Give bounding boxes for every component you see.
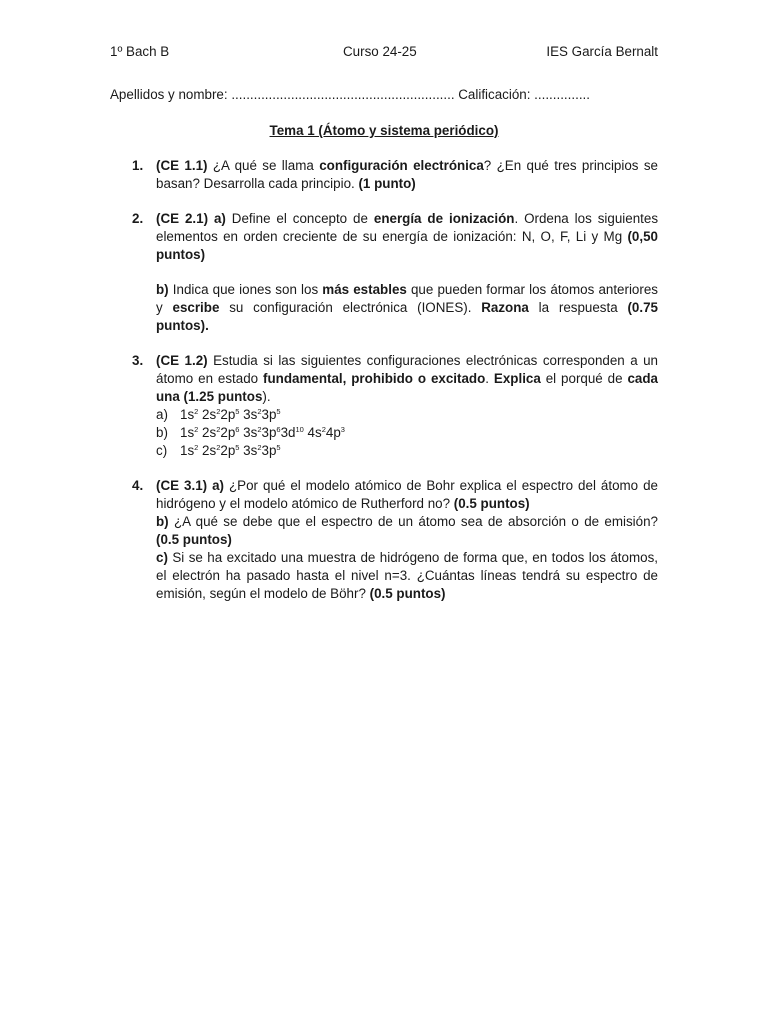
superscript: 6 <box>276 425 281 434</box>
text-run: 1s <box>180 443 195 458</box>
text-run: 3s <box>239 443 258 458</box>
question-4-part-a <box>156 477 658 513</box>
question-3-text <box>156 352 658 406</box>
text-run: la respuesta <box>528 300 628 315</box>
header-course: Curso 24-25 <box>343 44 417 59</box>
text-run: 4p <box>325 425 341 440</box>
text-run: 2p <box>220 425 236 440</box>
superscript: 5 <box>276 443 281 452</box>
bold-text: Razona <box>481 300 529 315</box>
question-number: 3. <box>132 353 144 368</box>
text-run: 2s <box>198 407 217 422</box>
superscript: 2 <box>257 443 262 452</box>
header-school: IES García Bernalt <box>546 44 658 59</box>
text-run: 2p <box>220 407 236 422</box>
text-run: 1s <box>180 407 195 422</box>
superscript: 2 <box>216 407 221 416</box>
text-run: ). <box>262 389 271 404</box>
text-run: ¿A qué se debe que el espectro de un átomo sea de absorción o de emisión? <box>168 514 658 529</box>
superscript: 5 <box>276 407 281 416</box>
superscript: 2 <box>257 407 262 416</box>
text-run: su configuración electrónica (IONES). <box>219 300 482 315</box>
superscript: 2 <box>194 407 199 416</box>
option-label: b) <box>156 425 168 440</box>
option-configuration <box>180 442 281 460</box>
bold-text: escribe <box>172 300 220 315</box>
bold-text: c) <box>156 550 168 565</box>
text-run: 3p <box>261 407 277 422</box>
superscript: 2 <box>194 443 199 452</box>
question-number: 4. <box>132 478 144 493</box>
option-configuration <box>180 406 281 424</box>
superscript: 2 <box>194 425 199 434</box>
option-c <box>156 442 658 460</box>
bold-text: (CE 3.1) a) <box>156 478 225 493</box>
superscript: 3 <box>340 425 345 434</box>
text-run: . Ordena los siguientes elementos en orden creciente de su energía de ionización: N, O, F, Li y Mg <box>156 211 659 244</box>
bold-text: b) <box>156 282 169 297</box>
option-a <box>156 406 658 424</box>
superscript: 6 <box>235 425 240 434</box>
superscript: 5 <box>235 407 240 416</box>
bold-text: fundamental, prohibido o excitado <box>263 371 486 386</box>
superscript: 2 <box>257 425 262 434</box>
bold-text: configuración electrónica <box>319 158 484 173</box>
student-name-line: Apellidos y nombre: ............................................................ Calificación: ............... <box>110 87 590 102</box>
bold-text: (CE 1.1) <box>156 158 208 173</box>
text-run: 3p <box>261 425 277 440</box>
text-run: que pueden formar los átomos anteriores y <box>156 282 658 315</box>
superscript: 2 <box>321 425 326 434</box>
bold-text: b) <box>156 514 169 529</box>
bold-text: Explica <box>493 371 541 386</box>
text-run: 2s <box>198 443 217 458</box>
question-number: 2. <box>132 211 144 226</box>
question-1 <box>110 157 658 193</box>
text-run: 3d <box>280 425 296 440</box>
header-class: 1º Bach B <box>110 44 170 59</box>
superscript: 5 <box>235 443 240 452</box>
text-run: 2s <box>198 425 217 440</box>
text-run: . <box>485 371 494 386</box>
option-configuration <box>180 424 345 442</box>
option-label: c) <box>156 443 168 458</box>
question-2 <box>110 210 658 335</box>
question-2-part-a <box>156 210 658 264</box>
text-run: Define el concepto de <box>225 211 374 226</box>
text-run: 3s <box>239 425 258 440</box>
text-run: 3p <box>261 443 277 458</box>
text-run: Si se ha excitado una muestra de hidrógeno de forma que, en todos los átomos, el electrón ha pasado hasta el nivel n=3. ¿Cuántas líneas tendrá su espectro de emisión, según el modelo de Böhr? <box>156 550 658 601</box>
text-run: 3s <box>239 407 258 422</box>
question-number: 1. <box>132 158 144 173</box>
question-2-part-b <box>156 281 658 335</box>
question-4 <box>110 477 658 603</box>
text-run: el porqué de <box>540 371 628 386</box>
bold-text: cada una (1.25 puntos <box>156 371 658 404</box>
exam-page <box>110 43 658 603</box>
text-run: ? ¿En qué tres principios se basan? Desarrolla cada principio. <box>156 158 658 191</box>
text-run: 4s <box>303 425 322 440</box>
question-1-text <box>156 157 658 193</box>
superscript: 2 <box>216 443 221 452</box>
bold-text: (0.5 puntos) <box>156 532 232 547</box>
option-label: a) <box>156 407 168 422</box>
text-run: ¿Por qué el modelo atómico de Bohr explica el espectro del átomo de hidrógeno y el modelo atómico de Rutherford no? <box>156 478 659 511</box>
bold-text: (0.5 puntos) <box>369 586 446 601</box>
superscript: 10 <box>295 425 304 434</box>
question-3 <box>110 352 658 460</box>
bold-text: (0.5 puntos) <box>453 496 530 511</box>
bold-text: (0.75 puntos). <box>156 300 658 333</box>
bold-text: energía de ionización <box>373 211 515 226</box>
exam-title: Tema 1 (Átomo y sistema periódico) <box>269 123 499 138</box>
bold-text: (1 punto) <box>358 176 416 191</box>
page-header <box>110 43 658 61</box>
text-run: 1s <box>180 425 195 440</box>
superscript: 2 <box>216 425 221 434</box>
bold-text: (CE 1.2) <box>156 353 208 368</box>
bold-text: más estables <box>322 282 407 297</box>
bold-text: (0,50 puntos) <box>156 229 658 262</box>
option-b <box>156 424 658 442</box>
configuration-options <box>156 406 658 460</box>
text-run: Estudia si las siguientes configuraciones electrónicas corresponden a un átomo en estado <box>156 353 658 386</box>
text-run: Indica que iones son los <box>168 282 323 297</box>
bold-text: (CE 2.1) a) <box>156 211 226 226</box>
text-run: ¿A qué se llama <box>207 158 320 173</box>
question-4-part-c <box>156 549 658 603</box>
question-4-part-b <box>156 513 658 549</box>
text-run: 2p <box>220 443 236 458</box>
